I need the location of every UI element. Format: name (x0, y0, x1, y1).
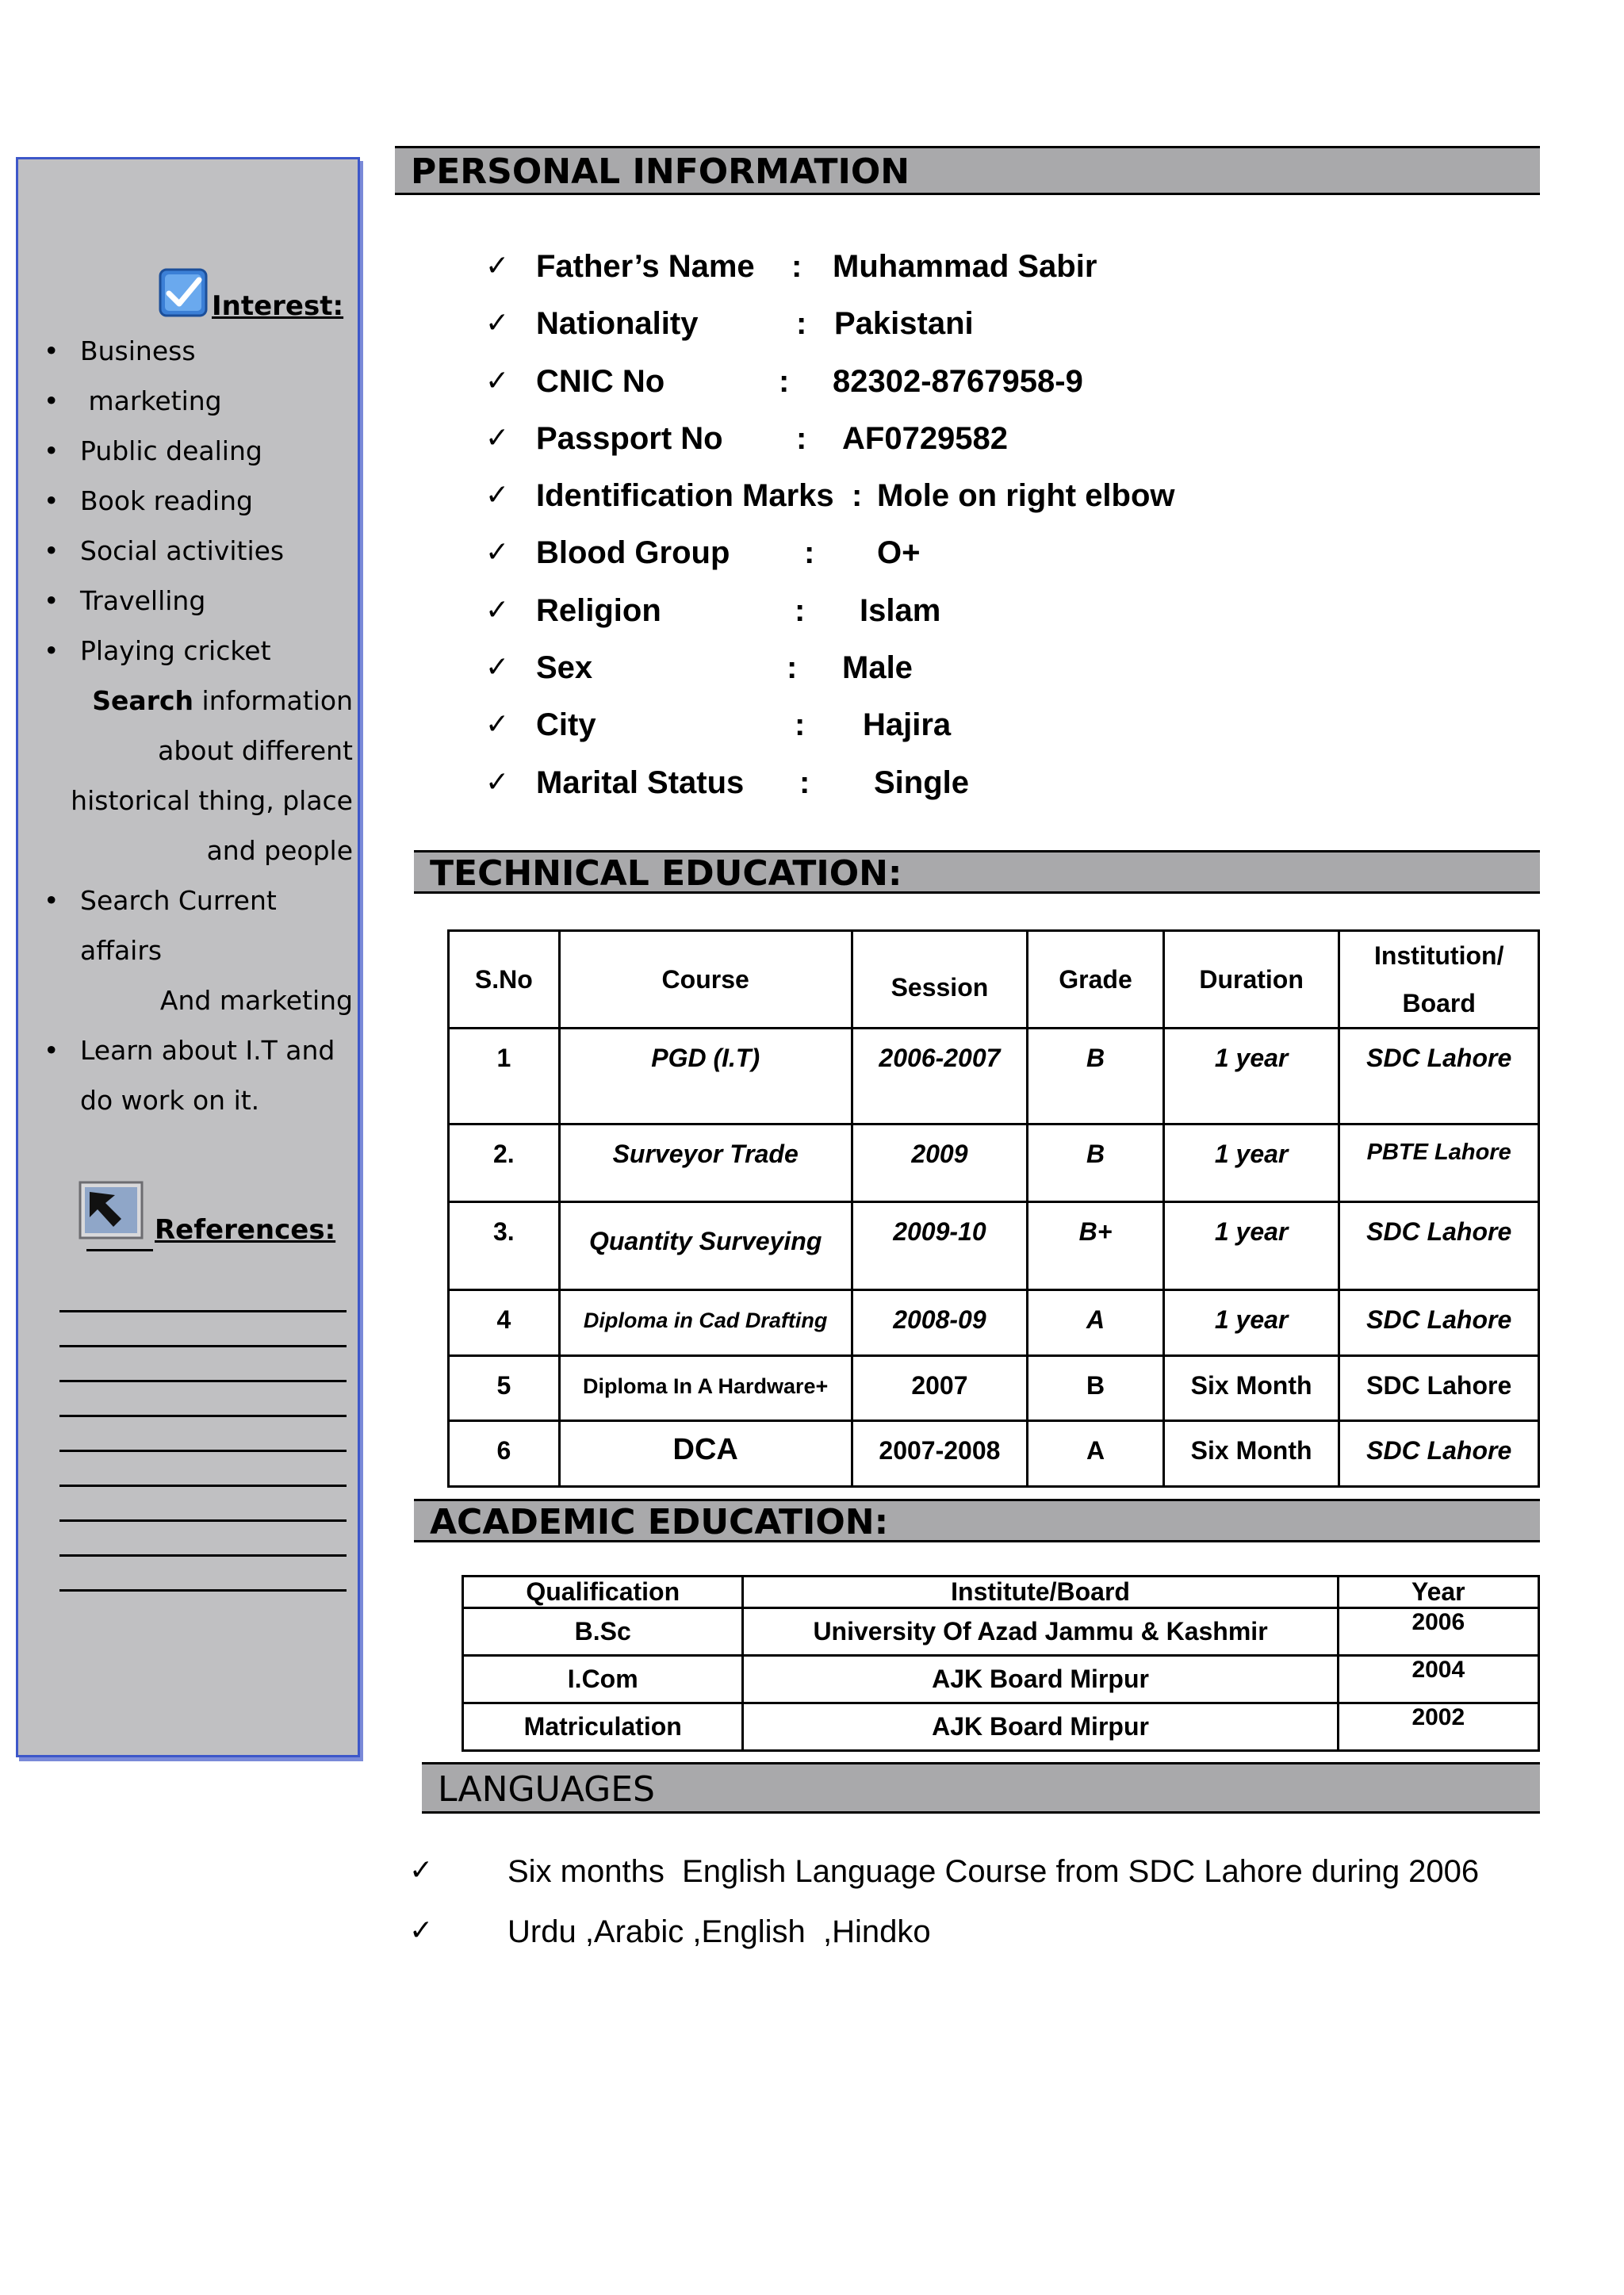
interest-item-text: do work on it. (80, 1085, 260, 1116)
checkbox-icon (158, 267, 209, 318)
language-item-text: Six months English Language Course from SDC Lahore during 2006 (508, 1854, 1480, 1889)
personal-info-colon: : (779, 363, 790, 399)
cursor-arrow-icon (79, 1181, 144, 1239)
interest-item (36, 1025, 356, 1075)
personal-info-value: Hajira (863, 707, 952, 743)
academic-cell: 2004 (1338, 1656, 1538, 1703)
col-year: Year (1338, 1577, 1538, 1608)
technical-education-table (447, 929, 1540, 1488)
academic-cell: 2006 (1338, 1608, 1538, 1656)
technical-cell: PGD (I.T) (559, 1029, 852, 1125)
personal-info-value: Single (874, 764, 970, 800)
technical-cell: SDC Lahore (1339, 1202, 1539, 1290)
technical-cell: B+ (1028, 1202, 1164, 1290)
technical-row (449, 1421, 1539, 1487)
col-sno: S.No (449, 931, 560, 1029)
interest-item (36, 1075, 356, 1125)
interest-item (36, 326, 356, 376)
interest-item-text: Public dealing (80, 435, 262, 466)
academic-cell: I.Com (463, 1656, 743, 1703)
interest-item (36, 975, 356, 1025)
col-duration: Duration (1163, 931, 1339, 1029)
personal-info-label: Identification Marks (536, 478, 834, 514)
personal-info-value: Islam (860, 592, 941, 628)
interest-item (36, 576, 356, 626)
personal-info-value: Male (842, 650, 913, 686)
check-mark-icon: ✓ (485, 364, 510, 397)
interest-item-text: marketing (80, 385, 222, 416)
technical-cell: 2. (449, 1125, 560, 1202)
technical-cell: SDC Lahore (1339, 1356, 1539, 1421)
technical-cell: Surveyor Trade (559, 1125, 852, 1202)
personal-info-value: O+ (877, 535, 921, 571)
interest-item-text: and people (206, 835, 353, 866)
interest-item-text: Business (80, 335, 196, 366)
technical-cell: PBTE Lahore (1339, 1125, 1539, 1202)
references-heading: References: (155, 1214, 336, 1246)
technical-cell: 6 (449, 1421, 560, 1487)
academic-cell: AJK Board Mirpur (743, 1703, 1338, 1751)
language-item-text: Urdu ,Arabic ,English ,Hindko (508, 1914, 931, 1949)
interest-item-text: Travelling (80, 585, 206, 616)
sidebar-panel (16, 157, 360, 1757)
personal-information-title: PERSONAL INFORMATION (411, 151, 910, 192)
technical-cell: 1 year (1163, 1202, 1339, 1290)
technical-cell: Diploma In A Hardware+ (559, 1356, 852, 1421)
personal-info-label: CNIC No (536, 363, 665, 399)
interest-item-text: Learn about I.T and (80, 1035, 335, 1066)
academic-row (463, 1656, 1539, 1703)
academic-header-row (463, 1577, 1539, 1608)
academic-row (463, 1608, 1539, 1656)
check-mark-icon: ✓ (485, 307, 510, 340)
languages-title: LANGUAGES (438, 1769, 655, 1810)
technical-cell: Quantity Surveying (559, 1202, 852, 1290)
check-mark-icon: ✓ (485, 651, 510, 684)
personal-info-colon: : (787, 650, 798, 686)
reference-line (59, 1522, 347, 1557)
interest-heading: Interest: (212, 290, 344, 322)
interest-item-text: And marketing (159, 985, 353, 1016)
personal-information-header (395, 146, 1540, 195)
reference-line (59, 1347, 347, 1382)
interest-item-text: Search Current (80, 885, 277, 916)
technical-cell: Six Month (1163, 1421, 1339, 1487)
technical-cell: SDC Lahore (1339, 1290, 1539, 1356)
interest-item (36, 426, 356, 476)
col-course: Course (559, 931, 852, 1029)
personal-info-colon: : (796, 306, 807, 342)
col-qualification: Qualification (463, 1577, 743, 1608)
technical-cell: SDC Lahore (1339, 1029, 1539, 1125)
reference-line (59, 1452, 347, 1487)
personal-info-colon: : (852, 478, 863, 514)
technical-cell: SDC Lahore (1339, 1421, 1539, 1487)
technical-cell: 2006-2007 (852, 1029, 1028, 1125)
interest-item (36, 626, 356, 676)
check-mark-icon: ✓ (485, 536, 510, 569)
col-institute-board: Institute/Board (743, 1577, 1338, 1608)
technical-cell: 3. (449, 1202, 560, 1290)
technical-row (449, 1356, 1539, 1421)
interest-list (36, 326, 356, 1125)
interest-item-bold: Search (92, 685, 194, 716)
personal-info-label: Sex (536, 650, 593, 686)
technical-cell: B (1028, 1356, 1164, 1421)
technical-cell: DCA (559, 1421, 852, 1487)
references-underline-left (86, 1249, 153, 1251)
personal-info-label: Marital Status (536, 764, 745, 800)
interest-item-text: Playing cricket (80, 635, 271, 666)
technical-cell: 2007-2008 (852, 1421, 1028, 1487)
personal-info-colon: : (796, 420, 807, 456)
technical-row (449, 1125, 1539, 1202)
check-mark-icon: ✓ (485, 708, 510, 741)
technical-education-header (414, 850, 1540, 894)
check-mark-icon: ✓ (485, 250, 510, 282)
personal-info-colon: : (804, 535, 815, 571)
technical-cell: A (1028, 1421, 1164, 1487)
technical-cell: 1 (449, 1029, 560, 1125)
interest-item (36, 376, 356, 426)
interest-item (36, 776, 356, 826)
interest-item (36, 676, 356, 726)
interest-item-text: Book reading (80, 485, 253, 516)
languages-header (422, 1762, 1540, 1814)
academic-cell: University Of Azad Jammu & Kashmir (743, 1608, 1338, 1656)
technical-cell: A (1028, 1290, 1164, 1356)
check-mark-icon: ✓ (409, 1854, 434, 1887)
interest-item (36, 726, 356, 776)
check-mark-icon: ✓ (485, 479, 510, 512)
col-institution: Institution/ Board (1339, 931, 1539, 1029)
reference-line (59, 1278, 347, 1312)
technical-cell: 1 year (1163, 1125, 1339, 1202)
technical-header-row (449, 931, 1539, 1029)
col-grade: Grade (1028, 931, 1164, 1029)
technical-cell: B (1028, 1029, 1164, 1125)
technical-cell: B (1028, 1125, 1164, 1202)
academic-row (463, 1703, 1539, 1751)
personal-info-value: Mole on right elbow (877, 478, 1175, 514)
academic-cell: Matriculation (463, 1703, 743, 1751)
technical-cell: Diploma in Cad Drafting (559, 1290, 852, 1356)
personal-info-label: Blood Group (536, 535, 730, 571)
personal-info-value: Pakistani (834, 306, 974, 342)
academic-cell: B.Sc (463, 1608, 743, 1656)
reference-line (59, 1417, 347, 1452)
technical-cell: 2007 (852, 1356, 1028, 1421)
check-mark-icon: ✓ (485, 765, 510, 799)
reference-lines (59, 1278, 347, 1592)
col-session: Session (852, 931, 1028, 1029)
technical-row (449, 1202, 1539, 1290)
technical-cell: 2009-10 (852, 1202, 1028, 1290)
check-mark-icon: ✓ (485, 593, 510, 626)
interest-item-text: information (201, 685, 353, 716)
personal-info-value: Muhammad Sabir (833, 249, 1097, 284)
interest-item-text: Social activities (80, 535, 285, 566)
academic-education-title: ACADEMIC EDUCATION: (430, 1502, 889, 1542)
academic-education-header (414, 1499, 1540, 1542)
personal-info-label: Father’s Name (536, 249, 755, 284)
personal-info-value: 82302-8767958-9 (833, 363, 1083, 399)
personal-info-label: Religion (536, 592, 661, 628)
technical-cell: Six Month (1163, 1356, 1339, 1421)
technical-cell: 2009 (852, 1125, 1028, 1202)
interest-item (36, 826, 356, 875)
personal-info-label: Passport No (536, 420, 723, 456)
technical-row (449, 1029, 1539, 1125)
reference-line (59, 1312, 347, 1347)
personal-info-colon: : (795, 592, 806, 628)
technical-cell: 5 (449, 1356, 560, 1421)
technical-education-title: TECHNICAL EDUCATION: (430, 853, 902, 894)
technical-cell: 1 year (1163, 1029, 1339, 1125)
reference-line (59, 1487, 347, 1522)
reference-line (59, 1557, 347, 1592)
personal-info-colon: : (795, 707, 806, 743)
personal-info-value: AF0729582 (842, 420, 1009, 456)
personal-info-label: Nationality (536, 306, 699, 342)
interest-item (36, 875, 356, 925)
interest-item (36, 925, 356, 975)
interest-item (36, 526, 356, 576)
personal-info-label: City (536, 707, 596, 743)
personal-info-colon: : (791, 249, 802, 284)
technical-row (449, 1290, 1539, 1356)
interest-item-text: affairs (80, 935, 163, 966)
interest-item-text: about different (158, 735, 353, 766)
reference-line (59, 1382, 347, 1417)
personal-info-colon: : (799, 764, 810, 800)
academic-cell: 2002 (1338, 1703, 1538, 1751)
academic-cell: AJK Board Mirpur (743, 1656, 1338, 1703)
interest-item-text: historical thing, place (71, 785, 353, 816)
academic-education-table (462, 1575, 1540, 1752)
check-mark-icon: ✓ (409, 1914, 434, 1947)
technical-cell: 4 (449, 1290, 560, 1356)
check-mark-icon: ✓ (485, 421, 510, 454)
interest-item (36, 476, 356, 526)
technical-cell: 1 year (1163, 1290, 1339, 1356)
technical-cell: 2008-09 (852, 1290, 1028, 1356)
